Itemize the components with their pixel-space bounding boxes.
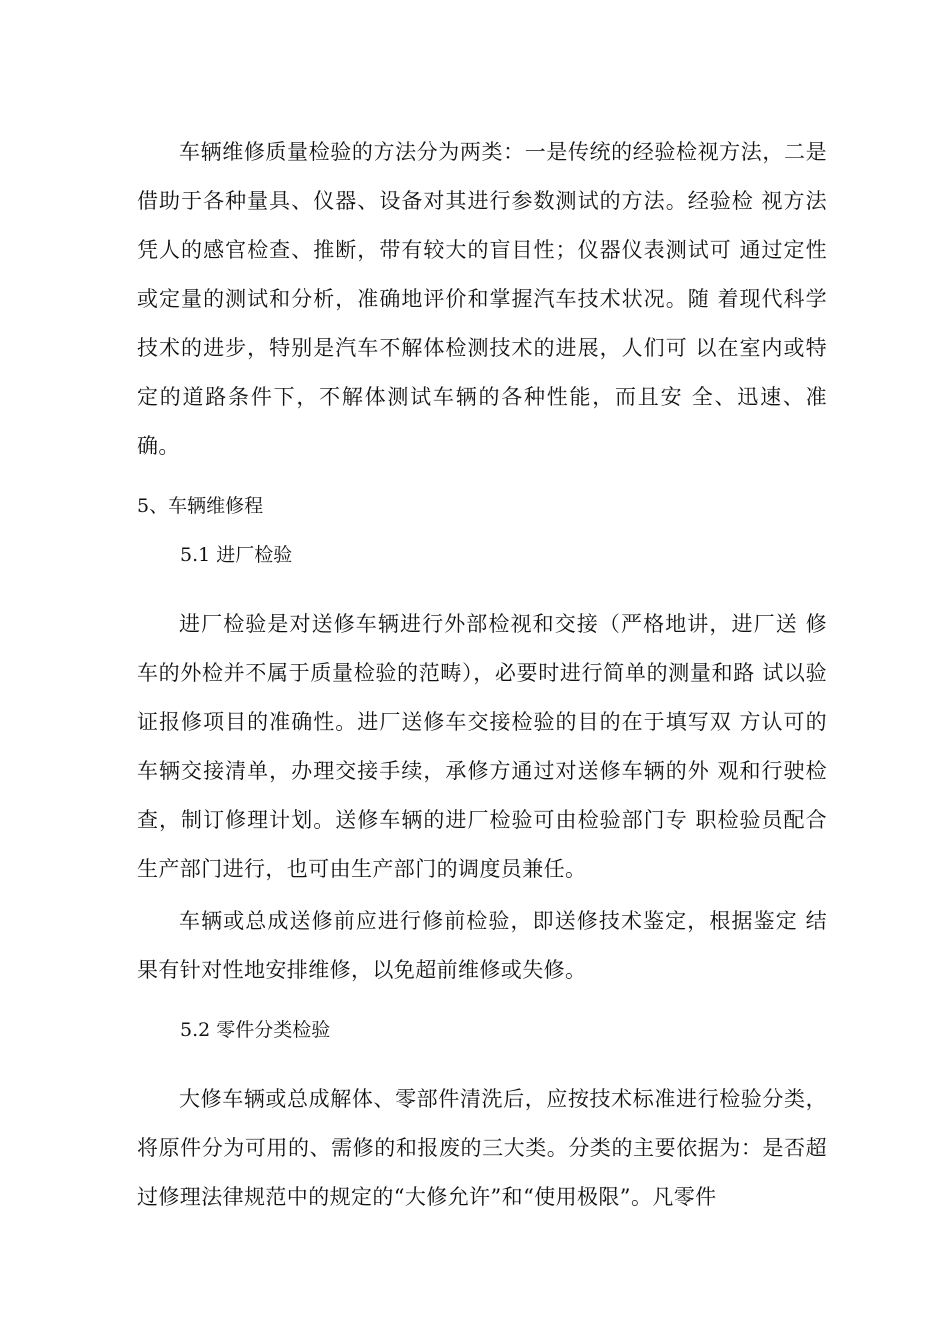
paragraph-parts-classification: 大修车辆或总成解体、零部件清洗后，应按技术标准进行检验分类，将原件分为可用的、需修的和报废的三大类。分类的主要依据为：是否超过修理法律规范中的规定的“大修允许”和“使用极限”。凡零件 — [137, 1087, 827, 1209]
subsection-heading-5-2: 5.2 零件分类检验 — [180, 1019, 331, 1041]
paragraph-entry-inspection: 进厂检验是对送修车辆进行外部检视和交接（严格地讲，进厂送 修车的外检并不属于质量检验的范畴），必要时进行简单的测量和路 试以验证报修项目的准确性。进厂送修车交接检验的目的在于填写双 方认可的车辆交接清单，办理交接手续，承修方通过对送修车辆的外 观和行驶检查，制订修理计划。送修车辆的进厂检验可由检验部门专 职检验员配合生产部门进行，也可由生产部门的调度员兼任。 — [137, 612, 827, 881]
paragraph-pre-repair-inspection: 车辆或总成送修前应进行修前检验，即送修技术鉴定，根据鉴定 结果有针对性地安排维修，以免超前维修或失修。 — [137, 909, 827, 982]
subsection-heading-5-1: 5.1 进厂检验 — [180, 544, 293, 566]
section-heading-5: 5、车辆维修程 — [137, 495, 264, 517]
paragraph-inspection-methods: 车辆维修质量检验的方法分为两类：一是传统的经验检视方法，二是借助于各种量具、仪器、设备对其进行参数测试的方法。经验检 视方法凭人的感官检查、推断，带有较大的盲目性；仪器仪表测试可 通过定性或定量的测试和分析，准确地评价和掌握汽车技术状况。随 着现代科学技术的进步，特别是汽车不解体检测技术的进展，人们可 以在室内或特定的道路条件下，不解体测试车辆的各种性能，而且安 全、迅速、准确。 — [137, 140, 827, 458]
